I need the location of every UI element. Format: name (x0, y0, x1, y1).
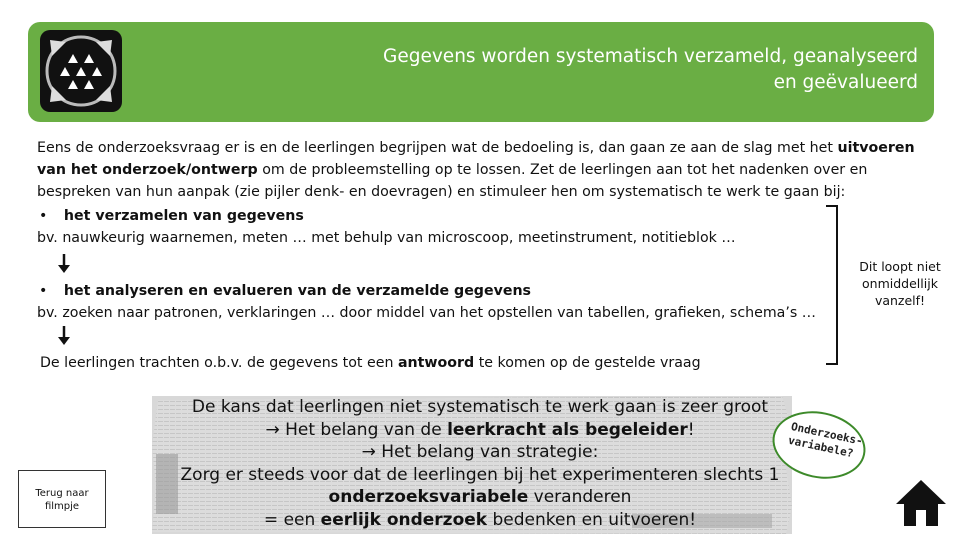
home-icon[interactable] (894, 478, 948, 528)
bullet-title: het analyseren en evalueren van de verzamelde gegevens (63, 283, 532, 299)
arrows-dots-logo-icon (40, 30, 122, 112)
page-title-line1: Gegevens worden systematisch verzameld, geanalyseerd (383, 46, 918, 67)
intro-paragraph (37, 137, 927, 203)
line2-suffix: ! (687, 419, 695, 440)
sticker-text: Onderzoeks-variabele? (787, 419, 864, 461)
line5-bold: onderzoeksvariabele (328, 487, 529, 507)
line3-text: Het belang van strategie: (381, 442, 599, 462)
bracket-divider (826, 205, 838, 365)
conclusion-text (40, 352, 701, 374)
line2-prefix: Het belang van de (285, 419, 448, 440)
page-title (298, 44, 918, 96)
bullet-title: het verzamelen van gegevens (63, 208, 304, 224)
page-title-line2: en geëvalueerd (773, 72, 918, 93)
conclusion-part2: te komen op de gestelde vraag (474, 355, 701, 371)
arrow-down-icon (57, 326, 71, 346)
back-to-video-button[interactable] (18, 470, 106, 528)
conclusion-bold: antwoord (397, 355, 475, 371)
side-note (845, 258, 955, 309)
back-button-line1: Terug naar (35, 488, 89, 499)
intro-bold: uitvoeren van het onderzoek/ontwerp (37, 140, 915, 178)
side-note-line1: Dit loopt niet (859, 259, 941, 274)
line2-bold: leerkracht als begeleider (447, 419, 688, 440)
conclusion-part1: De leerlingen trachten o.b.v. de gegevens tot een (40, 355, 398, 371)
back-button-line2: filmpje (44, 501, 80, 512)
newspaper-line1: De kans dat leerlingen niet systematisch te werk gaan is zeer groot (191, 397, 769, 417)
line6-prefix: = een (263, 509, 321, 530)
bullet-example: bv. nauwkeurig waarnemen, meten … met behulp van microscoop, meetinstrument, notitieblok … (37, 230, 736, 246)
bullet-collect (37, 205, 736, 249)
line5-suffix: veranderen (528, 487, 632, 507)
newspaper-line4: Zorg er steeds voor dat de leerlingen bij het experimenteren slechts 1 (180, 464, 780, 485)
side-note-line2: onmiddellijk (862, 276, 938, 291)
line6-suffix: bedenken en uitvoeren! (487, 509, 697, 530)
arrow-down-icon (57, 254, 71, 274)
newspaper-line5 (180, 486, 780, 509)
arrow-right-icon: → (265, 419, 280, 440)
newspaper-line6 (180, 509, 780, 532)
newspaper-line2 (180, 419, 780, 442)
bullet-marker: • (39, 283, 48, 299)
line6-bold: eerlijk onderzoek (320, 509, 488, 530)
arrow-right-icon: → (361, 442, 376, 462)
side-note-line3: vanzelf! (874, 293, 926, 308)
newspaper-line3 (180, 441, 780, 464)
intro-text-2: om de probleemstelling op te lossen. Zet de leerlingen aan tot het nadenken over en bespreken van hun aanpak (zie pijler denk- en doevragen) en stimuleer hen om systematisch te werk te gaan bij: (37, 162, 868, 200)
bullet-analyse (37, 280, 816, 324)
newspaper-text (180, 396, 780, 531)
bullet-marker: • (39, 208, 48, 224)
intro-text-1: Eens de onderzoeksvraag er is en de leerlingen begrijpen wat de bedoeling is, dan gaan ze aan de slag met het (37, 140, 838, 156)
bullet-example: bv. zoeken naar patronen, verklaringen … door middel van het opstellen van tabellen, grafieken, schema’s … (37, 305, 816, 321)
